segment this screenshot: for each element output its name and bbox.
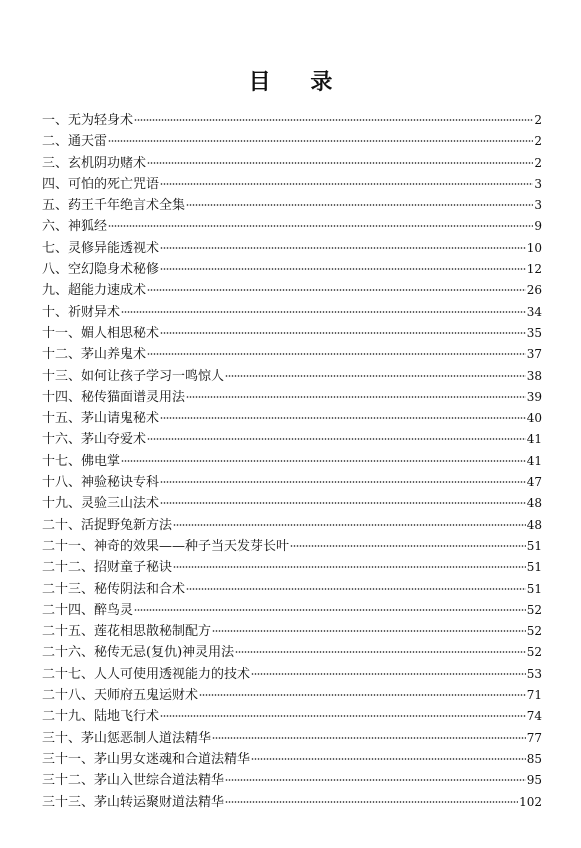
toc-entry-label: 一、无为轻身术 bbox=[42, 113, 134, 128]
toc-entry-label: 十二、茅山养鬼术 bbox=[42, 347, 147, 363]
dot-leader bbox=[108, 140, 533, 142]
toc-entry-label: 三十二、茅山入世综合道法精华 bbox=[42, 773, 225, 789]
toc-entry-page-number: 34 bbox=[526, 304, 542, 319]
dot-leader bbox=[147, 289, 526, 291]
toc-entry-page-number: 39 bbox=[526, 389, 542, 404]
toc-entry bbox=[42, 216, 542, 237]
toc-entry bbox=[42, 664, 542, 685]
toc-entry-label: 二十二、招财童子秘诀 bbox=[42, 560, 173, 576]
toc-entry bbox=[42, 110, 542, 131]
toc-entry-page-number: 71 bbox=[526, 688, 542, 703]
toc-entry-label: 三十、茅山惩恶制人道法精华 bbox=[42, 730, 212, 746]
toc-entry-page-number: 35 bbox=[526, 325, 542, 340]
toc-entry-page-number: 26 bbox=[526, 283, 542, 298]
toc-entry-label: 二十五、莲花相思散秘制配方 bbox=[42, 624, 212, 640]
table-of-contents bbox=[42, 110, 542, 813]
toc-entry-label: 十九、灵验三山法术 bbox=[42, 496, 160, 512]
toc-entry-page-number: 48 bbox=[526, 496, 542, 511]
toc-entry-page-number: 95 bbox=[526, 773, 542, 788]
toc-entry-page-number: 3 bbox=[534, 176, 542, 191]
toc-entry-page-number: 48 bbox=[526, 517, 542, 532]
toc-entry bbox=[42, 259, 542, 280]
dot-leader bbox=[147, 353, 526, 355]
toc-entry bbox=[42, 749, 542, 770]
toc-entry-label: 二十四、醉鸟灵 bbox=[42, 602, 134, 618]
toc-entry bbox=[42, 621, 542, 642]
toc-entry bbox=[42, 493, 542, 514]
toc-entry-label: 十三、如何让孩子学习一鸣惊人 bbox=[42, 368, 225, 384]
dot-leader bbox=[160, 502, 526, 504]
toc-entry bbox=[42, 238, 542, 259]
dot-leader bbox=[160, 183, 533, 185]
dot-leader bbox=[173, 566, 526, 568]
toc-entry-label: 六、神狐经 bbox=[42, 219, 108, 235]
dot-leader bbox=[160, 481, 526, 483]
toc-entry-page-number: 53 bbox=[526, 666, 542, 681]
toc-entry bbox=[42, 280, 542, 301]
toc-entry-page-number: 51 bbox=[526, 538, 542, 553]
dot-leader bbox=[160, 715, 526, 717]
toc-entry-label: 二、通天雷 bbox=[42, 134, 108, 150]
toc-entry-label: 十五、茅山请鬼秘术 bbox=[42, 411, 160, 427]
toc-entry bbox=[42, 557, 542, 578]
toc-entry bbox=[42, 366, 542, 387]
toc-entry-page-number: 47 bbox=[526, 475, 542, 490]
toc-entry bbox=[42, 536, 542, 557]
dot-leader bbox=[121, 460, 526, 462]
toc-entry bbox=[42, 195, 542, 216]
dot-leader bbox=[225, 375, 526, 377]
dot-leader bbox=[186, 396, 526, 398]
toc-entry-label: 十七、佛电掌 bbox=[42, 453, 121, 469]
dot-leader bbox=[235, 651, 526, 653]
toc-entry-label: 二十三、秘传阴法和合术 bbox=[42, 581, 186, 597]
toc-entry bbox=[42, 515, 542, 536]
toc-entry bbox=[42, 323, 542, 344]
toc-entry-page-number: 51 bbox=[526, 581, 542, 596]
toc-entry-label: 四、可怕的死亡咒语 bbox=[42, 176, 160, 192]
dot-leader bbox=[160, 417, 526, 419]
toc-entry-page-number: 77 bbox=[526, 730, 542, 745]
toc-entry-page-number: 85 bbox=[526, 751, 542, 766]
dot-leader bbox=[134, 119, 533, 121]
dot-leader bbox=[186, 204, 533, 206]
toc-entry-label: 十四、秘传猫面谱灵用法 bbox=[42, 389, 186, 405]
toc-entry-page-number: 10 bbox=[526, 240, 542, 255]
toc-entry-page-number: 41 bbox=[526, 432, 542, 447]
toc-entry-label: 十、祈财异术 bbox=[42, 304, 121, 320]
toc-entry-page-number: 9 bbox=[534, 219, 542, 234]
toc-entry bbox=[42, 770, 542, 791]
toc-entry-label: 八、空幻隐身术秘修 bbox=[42, 262, 160, 278]
toc-entry-label: 二十六、秘传无忌(复仇)神灵用法 bbox=[42, 645, 235, 661]
page-title: 目 录 bbox=[248, 70, 349, 95]
toc-entry-page-number: 51 bbox=[526, 560, 542, 575]
toc-entry bbox=[42, 344, 542, 365]
dot-leader bbox=[147, 162, 533, 164]
toc-entry-label: 七、灵修异能透视术 bbox=[42, 240, 160, 256]
toc-entry-label: 二十、活捉野兔新方法 bbox=[42, 517, 173, 533]
toc-entry-page-number: 2 bbox=[534, 113, 542, 127]
toc-entry bbox=[42, 153, 542, 174]
toc-entry bbox=[42, 792, 542, 813]
toc-entry bbox=[42, 685, 542, 706]
dot-leader bbox=[251, 758, 526, 760]
toc-entry bbox=[42, 706, 542, 727]
toc-entry-page-number: 38 bbox=[526, 368, 542, 383]
toc-entry bbox=[42, 174, 542, 195]
dot-leader bbox=[251, 673, 526, 675]
toc-entry-label: 二十九、陆地飞行术 bbox=[42, 709, 160, 725]
toc-entry-label: 三、玄机阴功赌术 bbox=[42, 155, 147, 171]
toc-entry-label: 三十三、茅山转运聚财道法精华 bbox=[42, 794, 225, 810]
toc-entry-label: 十八、神验秘诀专科 bbox=[42, 475, 160, 491]
toc-entry bbox=[42, 429, 542, 450]
toc-entry-page-number: 41 bbox=[526, 453, 542, 468]
dot-leader bbox=[199, 694, 526, 696]
toc-entry-page-number: 2 bbox=[534, 134, 542, 149]
dot-leader bbox=[212, 630, 526, 632]
toc-entry-label: 五、药王千年绝言术全集 bbox=[42, 198, 186, 214]
toc-entry-label: 二十一、神奇的效果——种子当天发芽长叶 bbox=[42, 538, 290, 554]
dot-leader bbox=[212, 737, 526, 739]
dot-leader bbox=[186, 588, 526, 590]
toc-entry-label: 九、超能力速成术 bbox=[42, 283, 147, 299]
toc-entry-page-number: 52 bbox=[526, 645, 542, 660]
toc-entry-label: 三十一、茅山男女迷魂和合道法精华 bbox=[42, 751, 251, 767]
toc-entry-label: 二十八、天师府五鬼运财术 bbox=[42, 688, 199, 704]
toc-entry bbox=[42, 302, 542, 323]
toc-entry-page-number: 2 bbox=[534, 155, 542, 170]
dot-leader bbox=[134, 609, 526, 611]
dot-leader bbox=[147, 438, 526, 440]
dot-leader bbox=[160, 332, 526, 334]
dot-leader bbox=[121, 311, 526, 313]
dot-leader bbox=[160, 247, 526, 249]
toc-entry-page-number: 37 bbox=[526, 347, 542, 362]
toc-entry-page-number: 52 bbox=[526, 624, 542, 639]
dot-leader bbox=[225, 801, 518, 803]
toc-entry-page-number: 40 bbox=[526, 411, 542, 426]
toc-entry bbox=[42, 387, 542, 408]
dot-leader bbox=[225, 779, 526, 781]
dot-leader bbox=[173, 524, 526, 526]
dot-leader bbox=[160, 268, 526, 270]
toc-entry-label: 二十七、人人可使用透视能力的技术 bbox=[42, 666, 251, 682]
toc-entry bbox=[42, 600, 542, 621]
toc-entry bbox=[42, 642, 542, 663]
toc-entry bbox=[42, 131, 542, 152]
dot-leader bbox=[108, 225, 533, 227]
toc-entry bbox=[42, 579, 542, 600]
toc-entry-page-number: 102 bbox=[519, 794, 542, 809]
toc-entry-page-number: 52 bbox=[526, 602, 542, 617]
dot-leader bbox=[290, 545, 526, 547]
toc-entry-page-number: 74 bbox=[526, 709, 542, 724]
toc-entry bbox=[42, 451, 542, 472]
toc-entry-page-number: 3 bbox=[534, 198, 542, 213]
toc-entry-page-number: 12 bbox=[526, 262, 542, 277]
toc-entry bbox=[42, 472, 542, 493]
toc-entry-label: 十一、媚人相思秘术 bbox=[42, 325, 160, 341]
toc-entry bbox=[42, 408, 542, 429]
toc-entry-label: 十六、茅山夺爱术 bbox=[42, 432, 147, 448]
toc-entry bbox=[42, 728, 542, 749]
